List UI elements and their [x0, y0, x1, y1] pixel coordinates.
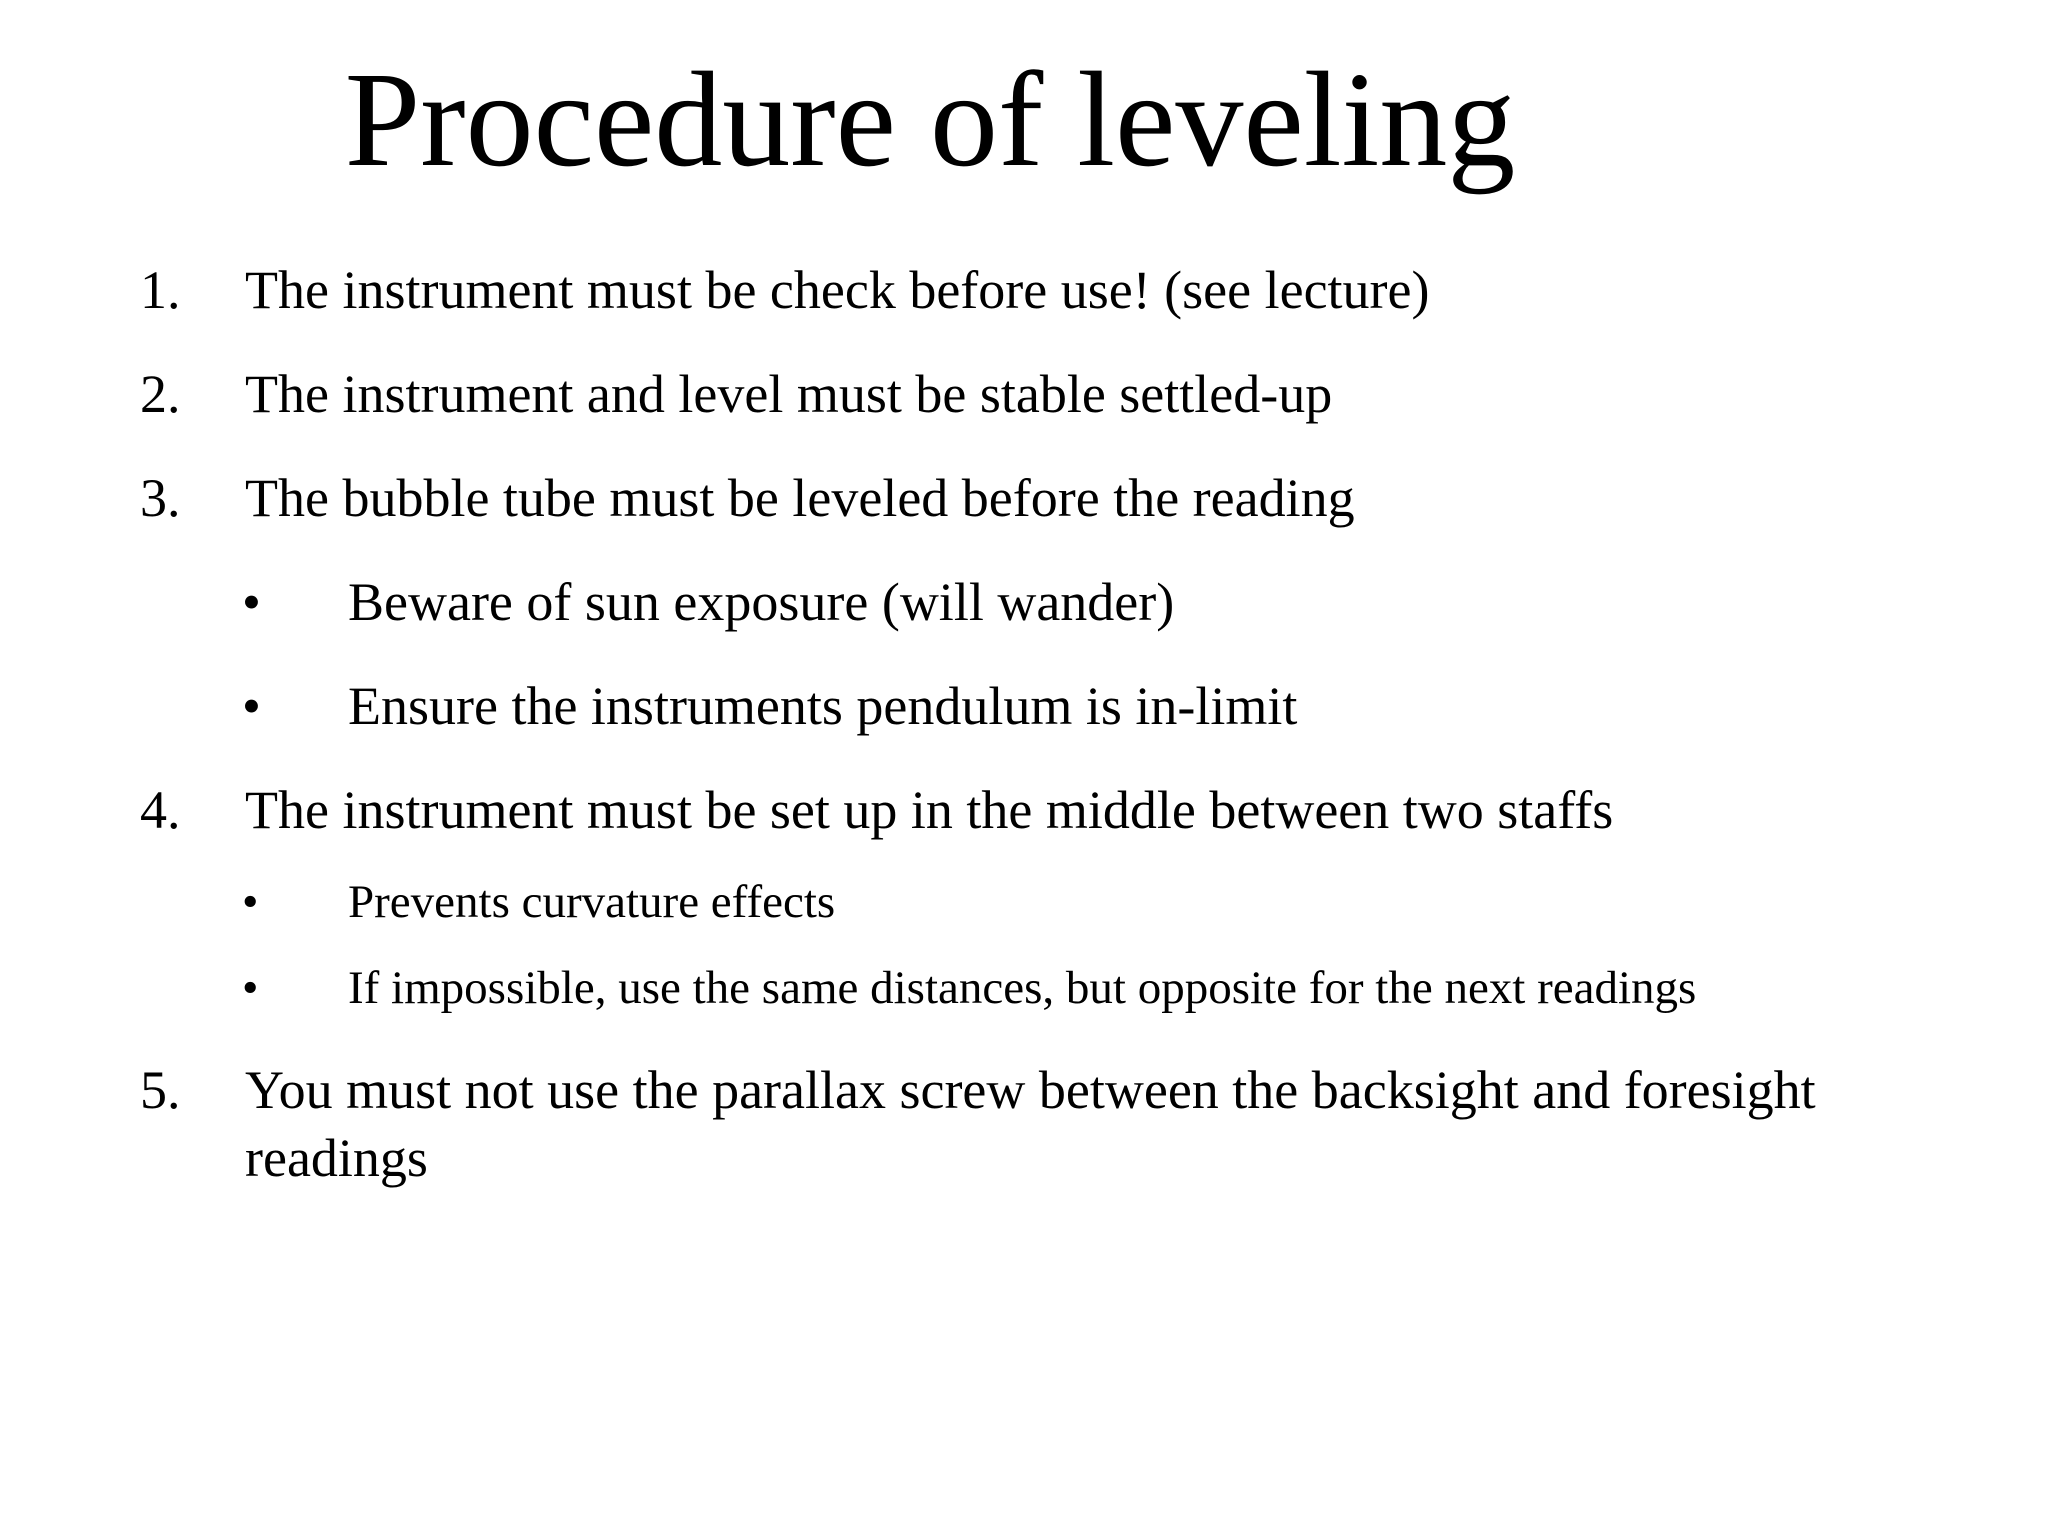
- list-item-text: readings: [245, 1128, 428, 1188]
- list-item-text: The instrument and level must be stable settled-up: [245, 364, 1333, 424]
- sub-bullet-text: If impossible, use the same distances, but opposite for the next readings: [348, 962, 1697, 1014]
- sub-bullet-text: Prevents curvature effects: [348, 876, 836, 928]
- bullet-marker: •: [242, 962, 259, 1014]
- list-item-text: The bubble tube must be leveled before the reading: [245, 468, 1355, 528]
- list-item-text: The instrument must be check before use! (see lecture): [245, 260, 1430, 320]
- bullet-marker: •: [242, 676, 261, 736]
- bullet-marker: •: [242, 572, 261, 632]
- list-item-text: You must not use the parallax screw between the backsight and foresight: [245, 1060, 1816, 1120]
- sub-bullet-text: Ensure the instruments pendulum is in-limit: [348, 676, 1298, 736]
- list-number: 2.: [140, 364, 181, 424]
- list-number: 4.: [140, 780, 181, 840]
- list-number: 3.: [140, 468, 181, 528]
- sub-bullet-text: Beware of sun exposure (will wander): [348, 572, 1175, 632]
- list-number: 1.: [140, 260, 181, 320]
- list-item-text: The instrument must be set up in the middle between two staffs: [245, 780, 1614, 840]
- bullet-marker: •: [242, 876, 259, 928]
- list-number: 5.: [140, 1060, 181, 1120]
- slide-title: Procedure of leveling: [344, 45, 1516, 195]
